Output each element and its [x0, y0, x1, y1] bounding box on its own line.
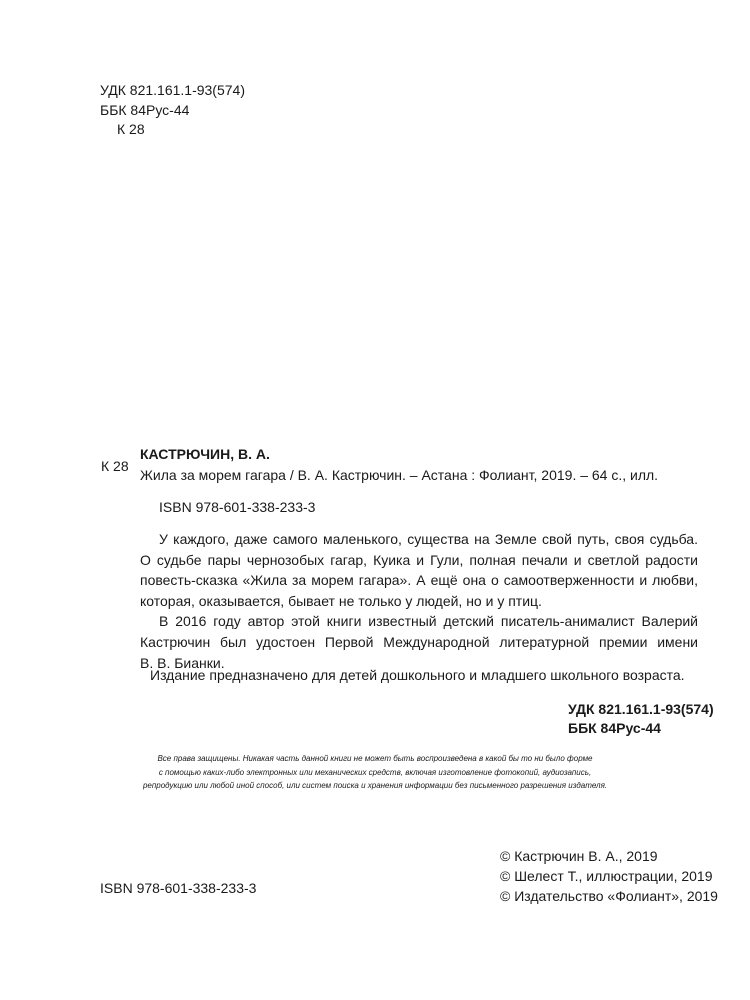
annotation-line: Кастрючин был удостоен Первой Международной литературной премии имени: [140, 633, 698, 650]
footer-isbn: ISBN 978-601-338-233-3: [100, 880, 257, 896]
rights-line: Все права защищены. Никакая часть данной книги не может быть воспроизведена в какой бы то ни было форме: [157, 754, 593, 763]
annotation-line: У каждого, даже самого маленького, существа на Земле свой путь, своя судьба.: [159, 531, 698, 547]
card-udk: УДК 821.161.1-93(574): [568, 701, 714, 717]
annotation-line: В 2016 году автор этой книги известный детский писатель-анималист Валерий: [159, 613, 698, 630]
card-annotation: [140, 529, 698, 673]
rights-line: с помощью каких-либо электронных или механических средств, включая изготовление фотокопий, аудиозапись,: [158, 767, 592, 777]
card-bbk: ББК 84Рус-44: [568, 720, 661, 736]
card-bibliographic-line: Жила за морем гагара / В. А. Кастрючин. – Астана : Фолиант, 2019. – 64 с., илл.: [140, 467, 659, 483]
copyright-line: © Издательство «Фолиант», 2019: [500, 888, 718, 904]
card-author-heading: КАСТРЮЧИН, В. А.: [140, 446, 270, 462]
annotation-line: О судьбе пары чернозобых гагар, Куика и Гули, полная печали и светлой радости: [140, 551, 698, 568]
card-isbn: ISBN 978-601-338-233-3: [159, 499, 316, 515]
top-udk: УДК 821.161.1-93(574): [100, 82, 245, 98]
copyright-line: © Кастрючин В. А., 2019: [500, 848, 658, 864]
rights-notice: [0, 752, 750, 793]
rights-line: репродукцию или любой иной способ, или систем поиска и хранения информации без письменного разрешения издателя.: [142, 781, 608, 790]
copyright-line: © Шелест Т., иллюстрации, 2019: [500, 868, 713, 884]
copyright-block: [500, 846, 718, 906]
card-audience-note: Издание предназначено для детей дошкольного и младшего школьного возраста.: [150, 667, 685, 683]
annotation-line: В. В. Бианки.: [140, 654, 225, 671]
top-author-mark: К 28: [117, 121, 145, 137]
top-bbk: ББК 84Рус-44: [100, 102, 190, 118]
annotation-line: которая, оказывается, бывает не только у людей, но и у птиц.: [140, 592, 542, 609]
card-author-mark: К 28: [101, 458, 129, 474]
annotation-line: повесть-сказка «Жила за морем гагара». А ещё она о самоотверженности и любви,: [140, 572, 698, 589]
